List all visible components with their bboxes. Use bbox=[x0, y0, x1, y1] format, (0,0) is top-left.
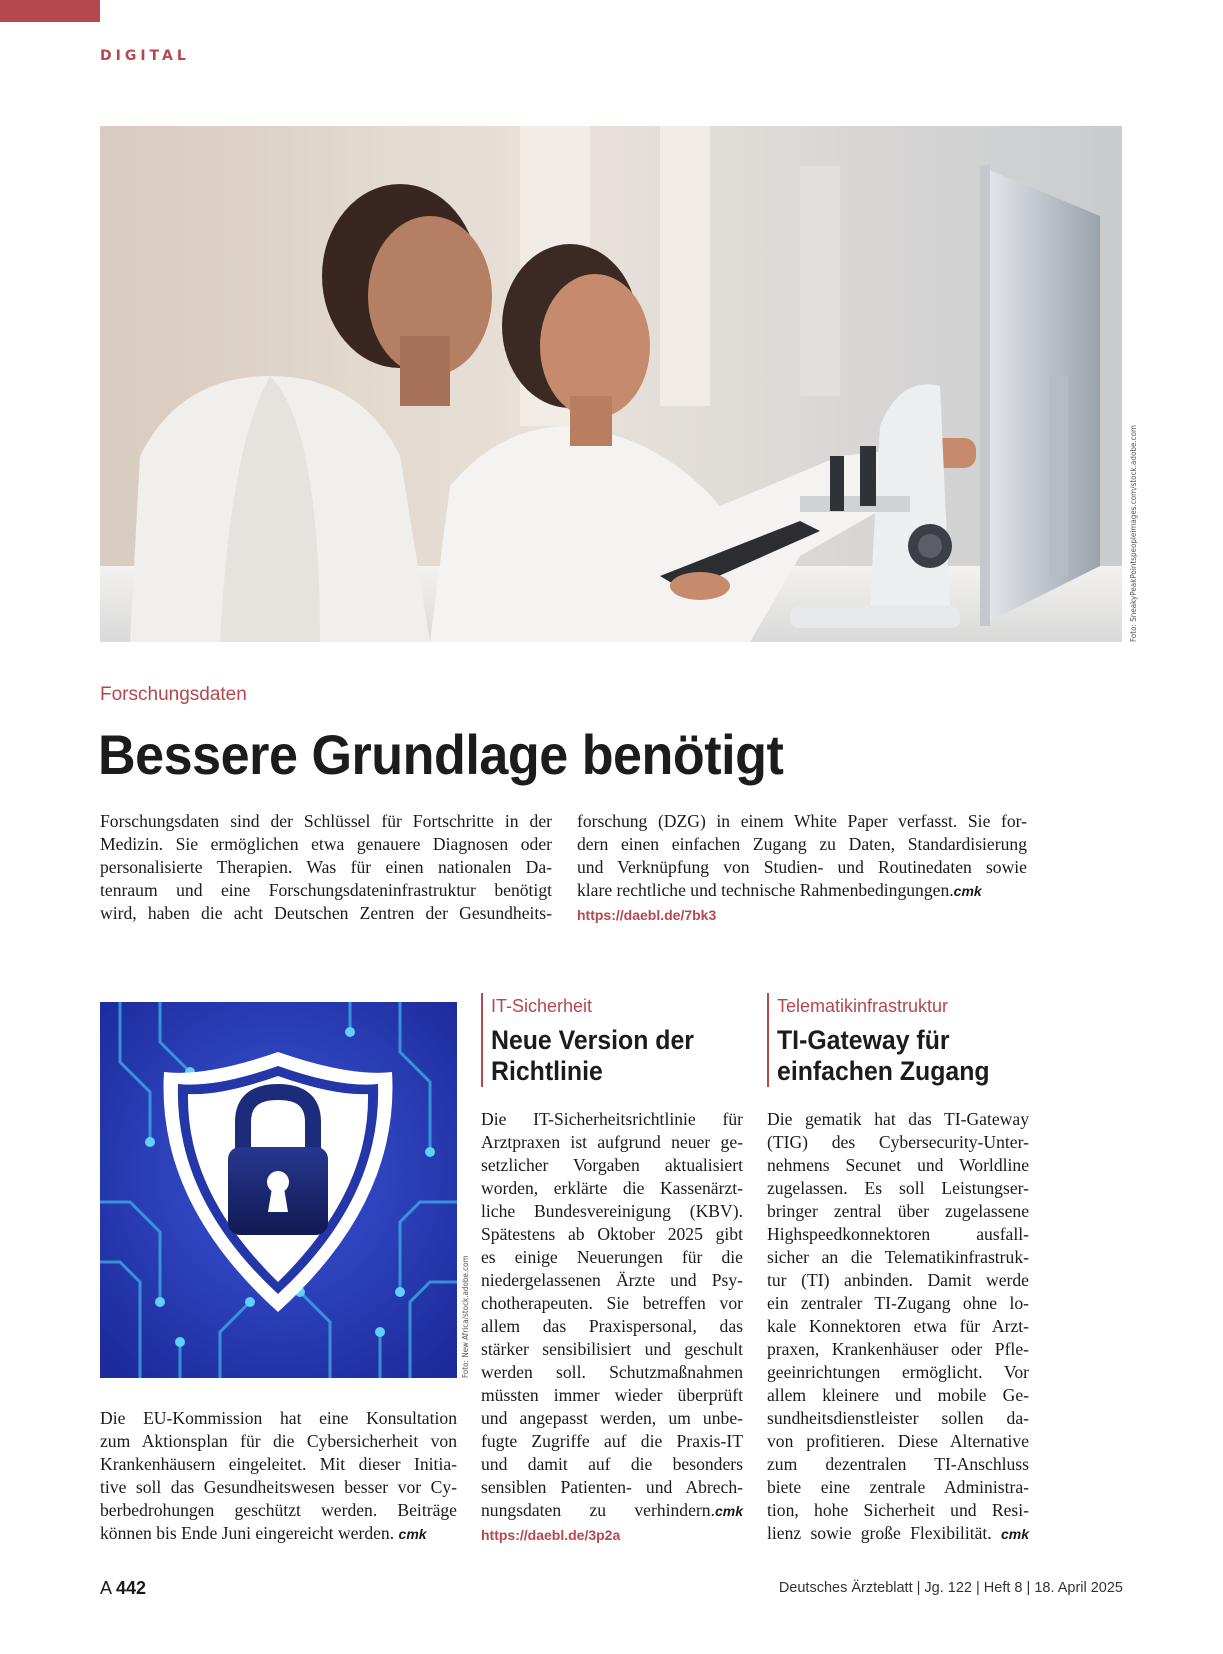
text-line: nehmens Secunet und Worldline bbox=[767, 1155, 1029, 1175]
page-prefix: A bbox=[100, 1578, 112, 1598]
publication-info: Deutsches Ärzteblatt | Jg. 122 | Heft 8 | 18. April 2025 bbox=[778, 1580, 1123, 1596]
text-line: setzlicher Vorgaben aktualisiert bbox=[481, 1155, 743, 1175]
headline: Bessere Grundlage benötigt bbox=[98, 723, 784, 786]
text-line: Die IT-Sicherheitsrichtlinie für bbox=[481, 1109, 743, 1129]
text-line: biete eine zentrale Administra- bbox=[767, 1477, 1029, 1497]
title-line: einfachen Zugang bbox=[777, 1056, 990, 1086]
text-line: sundheitsdienstleister sollen da- bbox=[767, 1408, 1029, 1428]
it-article-title bbox=[491, 1025, 739, 1087]
text-line: und Verknüpfung von Studien- und Routinedaten sowie bbox=[577, 857, 1027, 877]
text-line: Medizin. Sie ermöglichen etwa genauere Diagnosen oder bbox=[100, 834, 552, 854]
text-line: niedergelassenen Ärzte und Psy- bbox=[481, 1270, 743, 1290]
text-line: Krankenhäusern eingeleitet. Mit dieser Initia- bbox=[100, 1454, 457, 1474]
text-line: ein zentraler TI-Zugang ohne lo- bbox=[767, 1293, 1029, 1313]
text-line: Highspeedkonnektoren ausfall- bbox=[767, 1224, 1029, 1244]
title-line: TI-Gateway für bbox=[777, 1025, 950, 1055]
text-line: zum dezentralen TI-Anschluss bbox=[767, 1454, 1029, 1474]
text-line: sicher an die Telematikinfrastruk- bbox=[767, 1247, 1029, 1267]
it-article-kicker: IT-Sicherheit bbox=[491, 996, 593, 1016]
main-article-col2 bbox=[577, 810, 1027, 927]
hero-photo bbox=[100, 126, 1122, 642]
article-link[interactable]: https://daebl.de/3p2a bbox=[481, 1527, 621, 1543]
ti-article-body bbox=[767, 1108, 1029, 1546]
text-line: werden soll. Schutzmaßnahmen bbox=[481, 1362, 743, 1382]
text-line: Die EU-Kommission hat eine Konsultation bbox=[100, 1408, 457, 1428]
security-photo-credit: Foto: New Africa/stock.adobe.com bbox=[461, 1255, 470, 1378]
author-signature: cmk bbox=[714, 1503, 743, 1519]
article-link[interactable]: https://daebl.de/7bk3 bbox=[577, 907, 717, 923]
text-line: chotherapeuten. Sie betreffen vor bbox=[481, 1293, 743, 1313]
text-line: tur (TI) anbinden. Damit werde bbox=[767, 1270, 1029, 1290]
text-line: zum Aktionsplan für die Cybersicherheit von bbox=[100, 1431, 457, 1451]
text-line-last bbox=[767, 1522, 1029, 1546]
page-number-value: 442 bbox=[116, 1578, 147, 1598]
text-line: lienz sowie große Flexibilität. bbox=[767, 1523, 992, 1543]
text-line: (TIG) des Cybersecurity-Unter- bbox=[767, 1132, 1029, 1152]
text-line: Forschungsdaten sind der Schlüssel für Fortschritte in der bbox=[100, 811, 552, 831]
text-line: können bis Ende Juni eingereicht werden. bbox=[100, 1523, 395, 1543]
text-line: und angepasst werden, um unbe- bbox=[481, 1408, 743, 1428]
title-line: Richtlinie bbox=[491, 1056, 603, 1086]
it-article-header bbox=[481, 993, 761, 1087]
text-line: fugte Zugriffe auf die Praxis-IT bbox=[481, 1431, 743, 1451]
text-line: berbedrohungen geschützt werden. Beiträge bbox=[100, 1500, 457, 1520]
text-line: klare rechtliche und technische Rahmenbedingungen. bbox=[577, 880, 954, 900]
text-line-last bbox=[100, 1522, 457, 1546]
ti-article-kicker: Telematikinfrastruktur bbox=[777, 996, 949, 1016]
text-line: worden, erklärte die Kassenärzt- bbox=[481, 1178, 743, 1198]
text-line: Spätestens ab Oktober 2025 gibt bbox=[481, 1224, 743, 1244]
security-shield-photo bbox=[100, 1002, 457, 1378]
author-signature: cmk bbox=[1000, 1526, 1029, 1542]
text-line: zugelassen. Es soll Leistungser- bbox=[767, 1178, 1029, 1198]
accent-bar bbox=[0, 0, 100, 22]
text-line: müssten immer wieder überprüft bbox=[481, 1385, 743, 1405]
text-line: tenraum und eine Forschungsdateninfrastruktur benötigt bbox=[100, 880, 552, 900]
text-line: geeinrichtungen ermöglicht. Vor bbox=[767, 1362, 1029, 1382]
text-line: personalisierte Therapien. Was für einen nationalen Da- bbox=[100, 857, 552, 877]
text-line: und damit auf die besonders bbox=[481, 1454, 743, 1474]
eu-note bbox=[100, 1407, 457, 1546]
text-line: allem kleinere und mobile Ge- bbox=[767, 1385, 1029, 1405]
text-line: bringer zentral über zugelassene bbox=[767, 1201, 1029, 1221]
text-line: liche Bundesvereinigung (KBV). bbox=[481, 1201, 743, 1221]
text-line: sensiblen Patienten- und Abrech- bbox=[481, 1477, 743, 1497]
text-line: allem das Praxispersonal, das bbox=[481, 1316, 743, 1336]
text-line: Arztpraxen ist aufgrund neuer ge- bbox=[481, 1132, 743, 1152]
main-article-col1 bbox=[100, 810, 552, 925]
page-number bbox=[100, 1578, 146, 1599]
ti-article-title bbox=[777, 1025, 1025, 1087]
author-signature: cmk bbox=[398, 1526, 427, 1542]
text-line: forschung (DZG) in einem White Paper verfasst. Sie for- bbox=[577, 811, 1027, 831]
text-line: tion, hohe Sicherheit und Resi- bbox=[767, 1500, 1029, 1520]
text-line: stärker sensibilisiert und geschult bbox=[481, 1339, 743, 1359]
text-line: von profitieren. Diese Alternative bbox=[767, 1431, 1029, 1451]
text-line: Die gematik hat das TI-Gateway bbox=[767, 1109, 1029, 1129]
text-line: praxen, Krankenhäuser oder Pfle- bbox=[767, 1339, 1029, 1359]
text-line: es einige Neuerungen für die bbox=[481, 1247, 743, 1267]
text-line: nungsdaten zu verhindern. bbox=[481, 1500, 715, 1520]
main-kicker: Forschungsdaten bbox=[100, 684, 247, 705]
text-line: tive soll das Gesundheitswesen besser vor Cy- bbox=[100, 1477, 457, 1497]
text-line-last bbox=[577, 879, 1027, 903]
text-line: wird, haben die acht Deutschen Zentren der Gesundheits- bbox=[100, 903, 552, 923]
text-line: dern einen einfachen Zugang zu Daten, Standardisierung bbox=[577, 834, 1027, 854]
ti-article-header bbox=[767, 993, 1047, 1087]
text-line-last bbox=[481, 1499, 743, 1523]
it-article-body bbox=[481, 1108, 743, 1547]
section-label: DIGITAL bbox=[100, 48, 190, 64]
text-line: kale Konnektoren etwa für Arzt- bbox=[767, 1316, 1029, 1336]
hero-photo-credit: Foto: SneakyPeakPointspeopleimages.com/stock.adobe.com bbox=[1129, 424, 1138, 642]
title-line: Neue Version der bbox=[491, 1025, 694, 1055]
author-signature: cmk bbox=[953, 883, 982, 899]
